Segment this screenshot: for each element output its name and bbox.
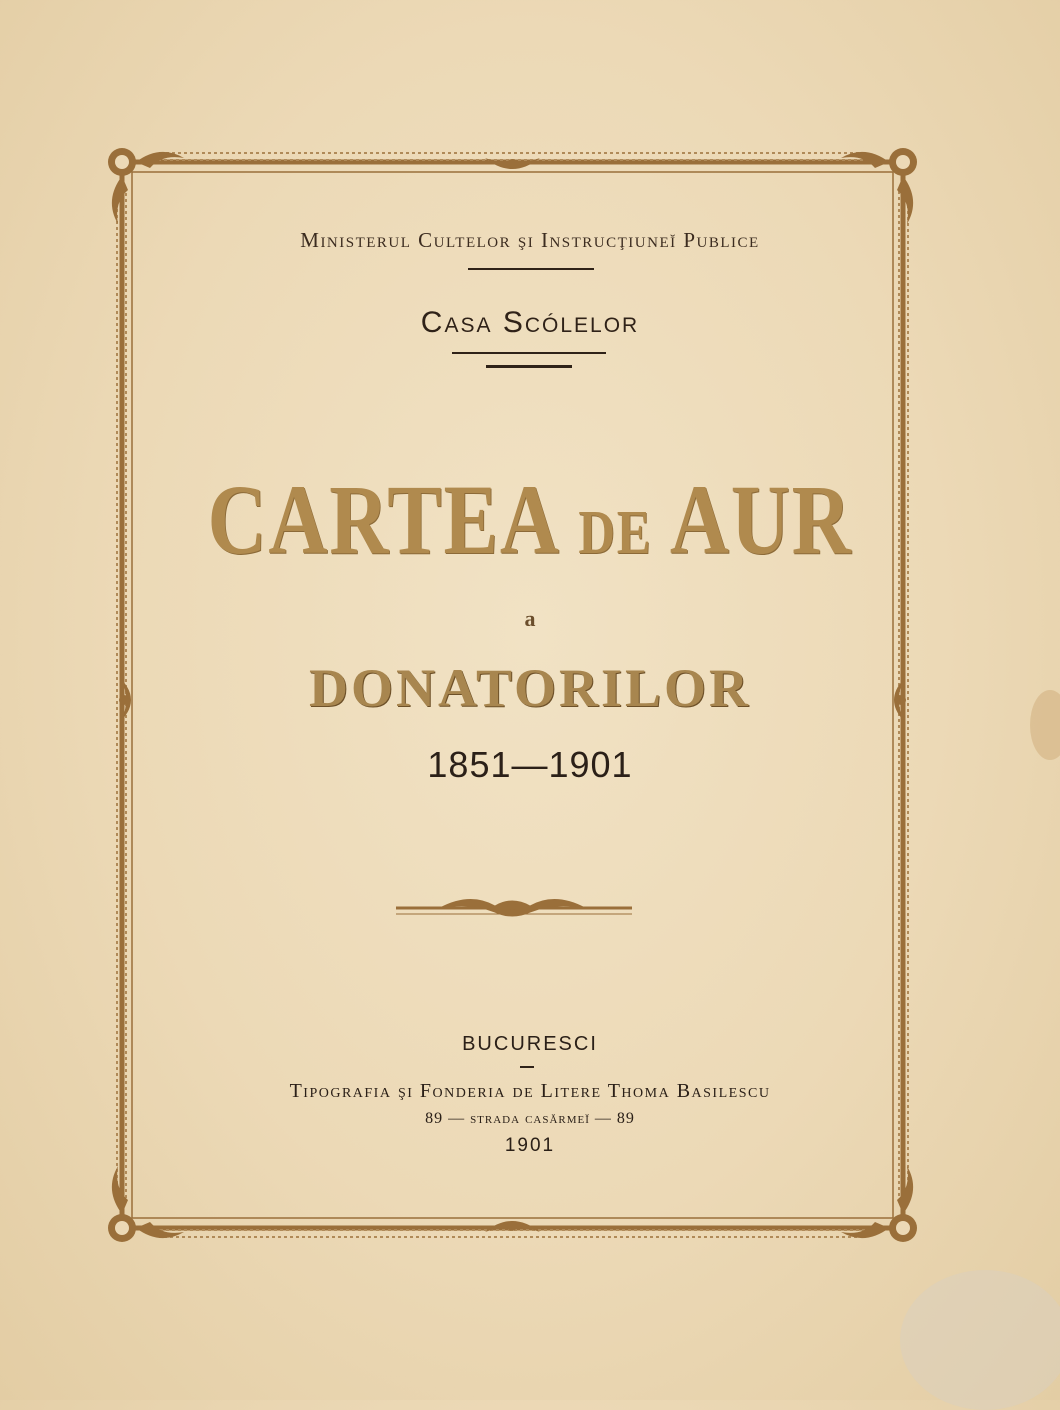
decorative-divider: [396, 899, 632, 916]
city-dash: [520, 1066, 534, 1068]
ministry-underline: [468, 268, 594, 270]
publication-year: 1901: [504, 1135, 556, 1156]
corner-ornament-top-right: [841, 148, 917, 224]
book-subtitle: DONATORILOR: [308, 658, 752, 718]
printer-name: Tipografia şi Fonderia de Litere Thoma Basilescu: [289, 1080, 771, 1102]
title-connector: a: [524, 606, 536, 631]
book-title: [95, 462, 964, 577]
ministry-heading: Ministerul Cultelor şi Instrucţiuneĭ Publice: [300, 228, 760, 252]
publication-city: BUCURESCI: [462, 1033, 598, 1055]
title-word-aur: AUR: [669, 464, 853, 575]
year-range: 1851—1901: [427, 744, 633, 785]
title-word-de: DE: [578, 499, 653, 567]
title-word-cartea: CARTEA: [207, 464, 557, 575]
printer-address: 89 — strada casărmeĭ — 89: [425, 1110, 635, 1127]
institution-name: Casa Scólelor: [420, 306, 640, 339]
paper-stain: [900, 1270, 1060, 1410]
institution-underline-short: [486, 365, 572, 368]
institution-underline: [452, 352, 606, 354]
